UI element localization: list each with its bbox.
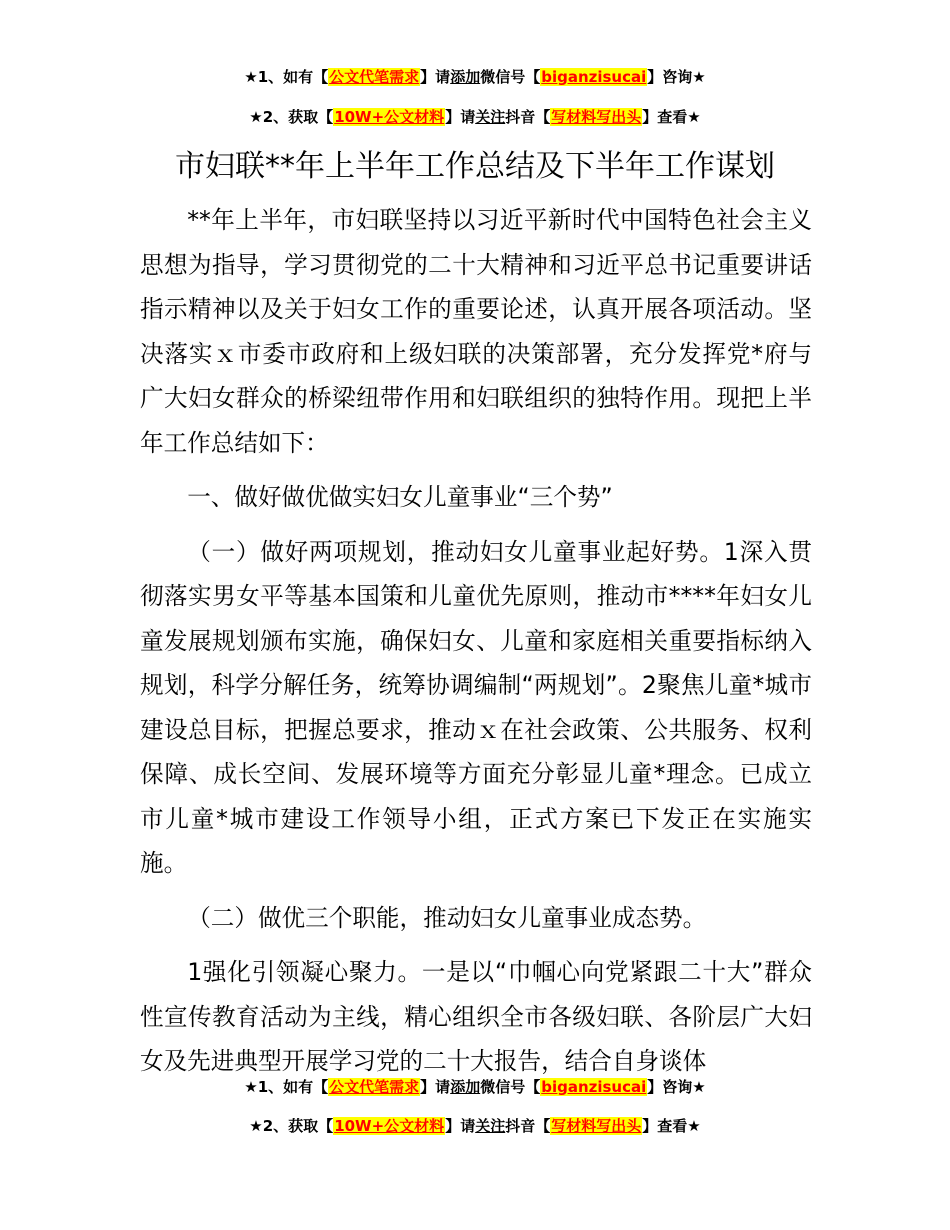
subsection-heading-2: （二）做优三个职能，推动妇女儿童事业成态势。 [187,903,707,932]
wechat-id-highlight: biganzisucai [541,68,647,86]
douyin-id-highlight: 写材料写出头 [551,1117,642,1135]
banner-text: 】请 [420,1078,451,1096]
underlined-text: 添加 [450,1078,481,1096]
banner-text: 】咨询★ [647,1078,706,1096]
banner-text: 】咨询★ [647,68,706,86]
banner-text: 微信号【 [480,68,541,86]
underlined-text: 关注 [475,1117,506,1135]
highlight-tag: 10W+公文材料 [334,108,445,126]
banner-text: 】请 [445,1117,476,1135]
douyin-id-highlight: 写材料写出头 [551,108,642,126]
banner-text: 抖音【 [505,1117,551,1135]
footer-banner-line-2 [0,1115,950,1137]
banner-text: ★1、如有【 [244,1078,329,1096]
banner-text: 】请 [445,108,476,126]
highlight-tag: 公文代笔需求 [329,1078,420,1096]
banner-text: ★1、如有【 [244,68,329,86]
banner-text: 】查看★ [642,108,701,126]
paragraph-item-1: 1强化引领凝心聚力。一是以“巾帼心向党紧跟二十大”群众性宣传教育活动为主线，精心组织全市各级妇联、各阶层广大妇女及先进典型开展学习党的二十大报告，结合自身谈体 [140,958,812,1075]
banner-text: 抖音【 [505,108,551,126]
section-heading-1: 一、做好做优做实妇女儿童事业“三个势” [187,483,613,511]
header-banner-line-1 [0,66,950,88]
highlight-tag: 公文代笔需求 [329,68,420,86]
footer-banner-line-1 [0,1076,950,1098]
paragraph-intro: **年上半年，市妇联坚持以习近平新时代中国特色社会主义思想为指导，学习贯彻党的二十大精神和习近平总书记重要讲话指示精神以及关于妇女工作的重要论述，认真开展各项活动。坚决落实ｘ市委市政府和上级妇联的决策部署，充分发挥党*府与广大妇女群众的桥梁纽带作用和妇联组织的独特作用。现把上半年工作总结如下： [140,206,812,457]
banner-text: 微信号【 [480,1078,541,1096]
wechat-id-highlight: biganzisucai [541,1078,647,1096]
highlight-tag: 10W+公文材料 [334,1117,445,1135]
document-body [140,198,812,1094]
document-title: 市妇联**年上半年工作总结及下半年工作谋划 [175,149,775,184]
banner-text: 】查看★ [642,1117,701,1135]
paragraph-subsection-1: （一）做好两项规划，推动妇女儿童事业起好势。1深入贯彻落实男女平等基本国策和儿童优先原则，推动市****年妇女儿童发展规划颁布实施，确保妇女、儿童和家庭相关重要指标纳入规划，科学分解任务，统筹协调编制“两规划”。2聚焦儿童*城市建设总目标，把握总要求，推动ｘ在社会政策、公共服务、权利保障、成长空间、发展环境等方面充分彰显儿童*理念。已成立市儿童*城市建设工作领导小组，正式方案已下发正在实施实施。 [140,537,812,877]
banner-text: ★2、获取【 [249,1117,334,1135]
header-banner-line-2 [0,106,950,128]
banner-text: ★2、获取【 [249,108,334,126]
underlined-text: 添加 [450,68,481,86]
underlined-text: 关注 [475,108,506,126]
banner-text: 】请 [420,68,451,86]
